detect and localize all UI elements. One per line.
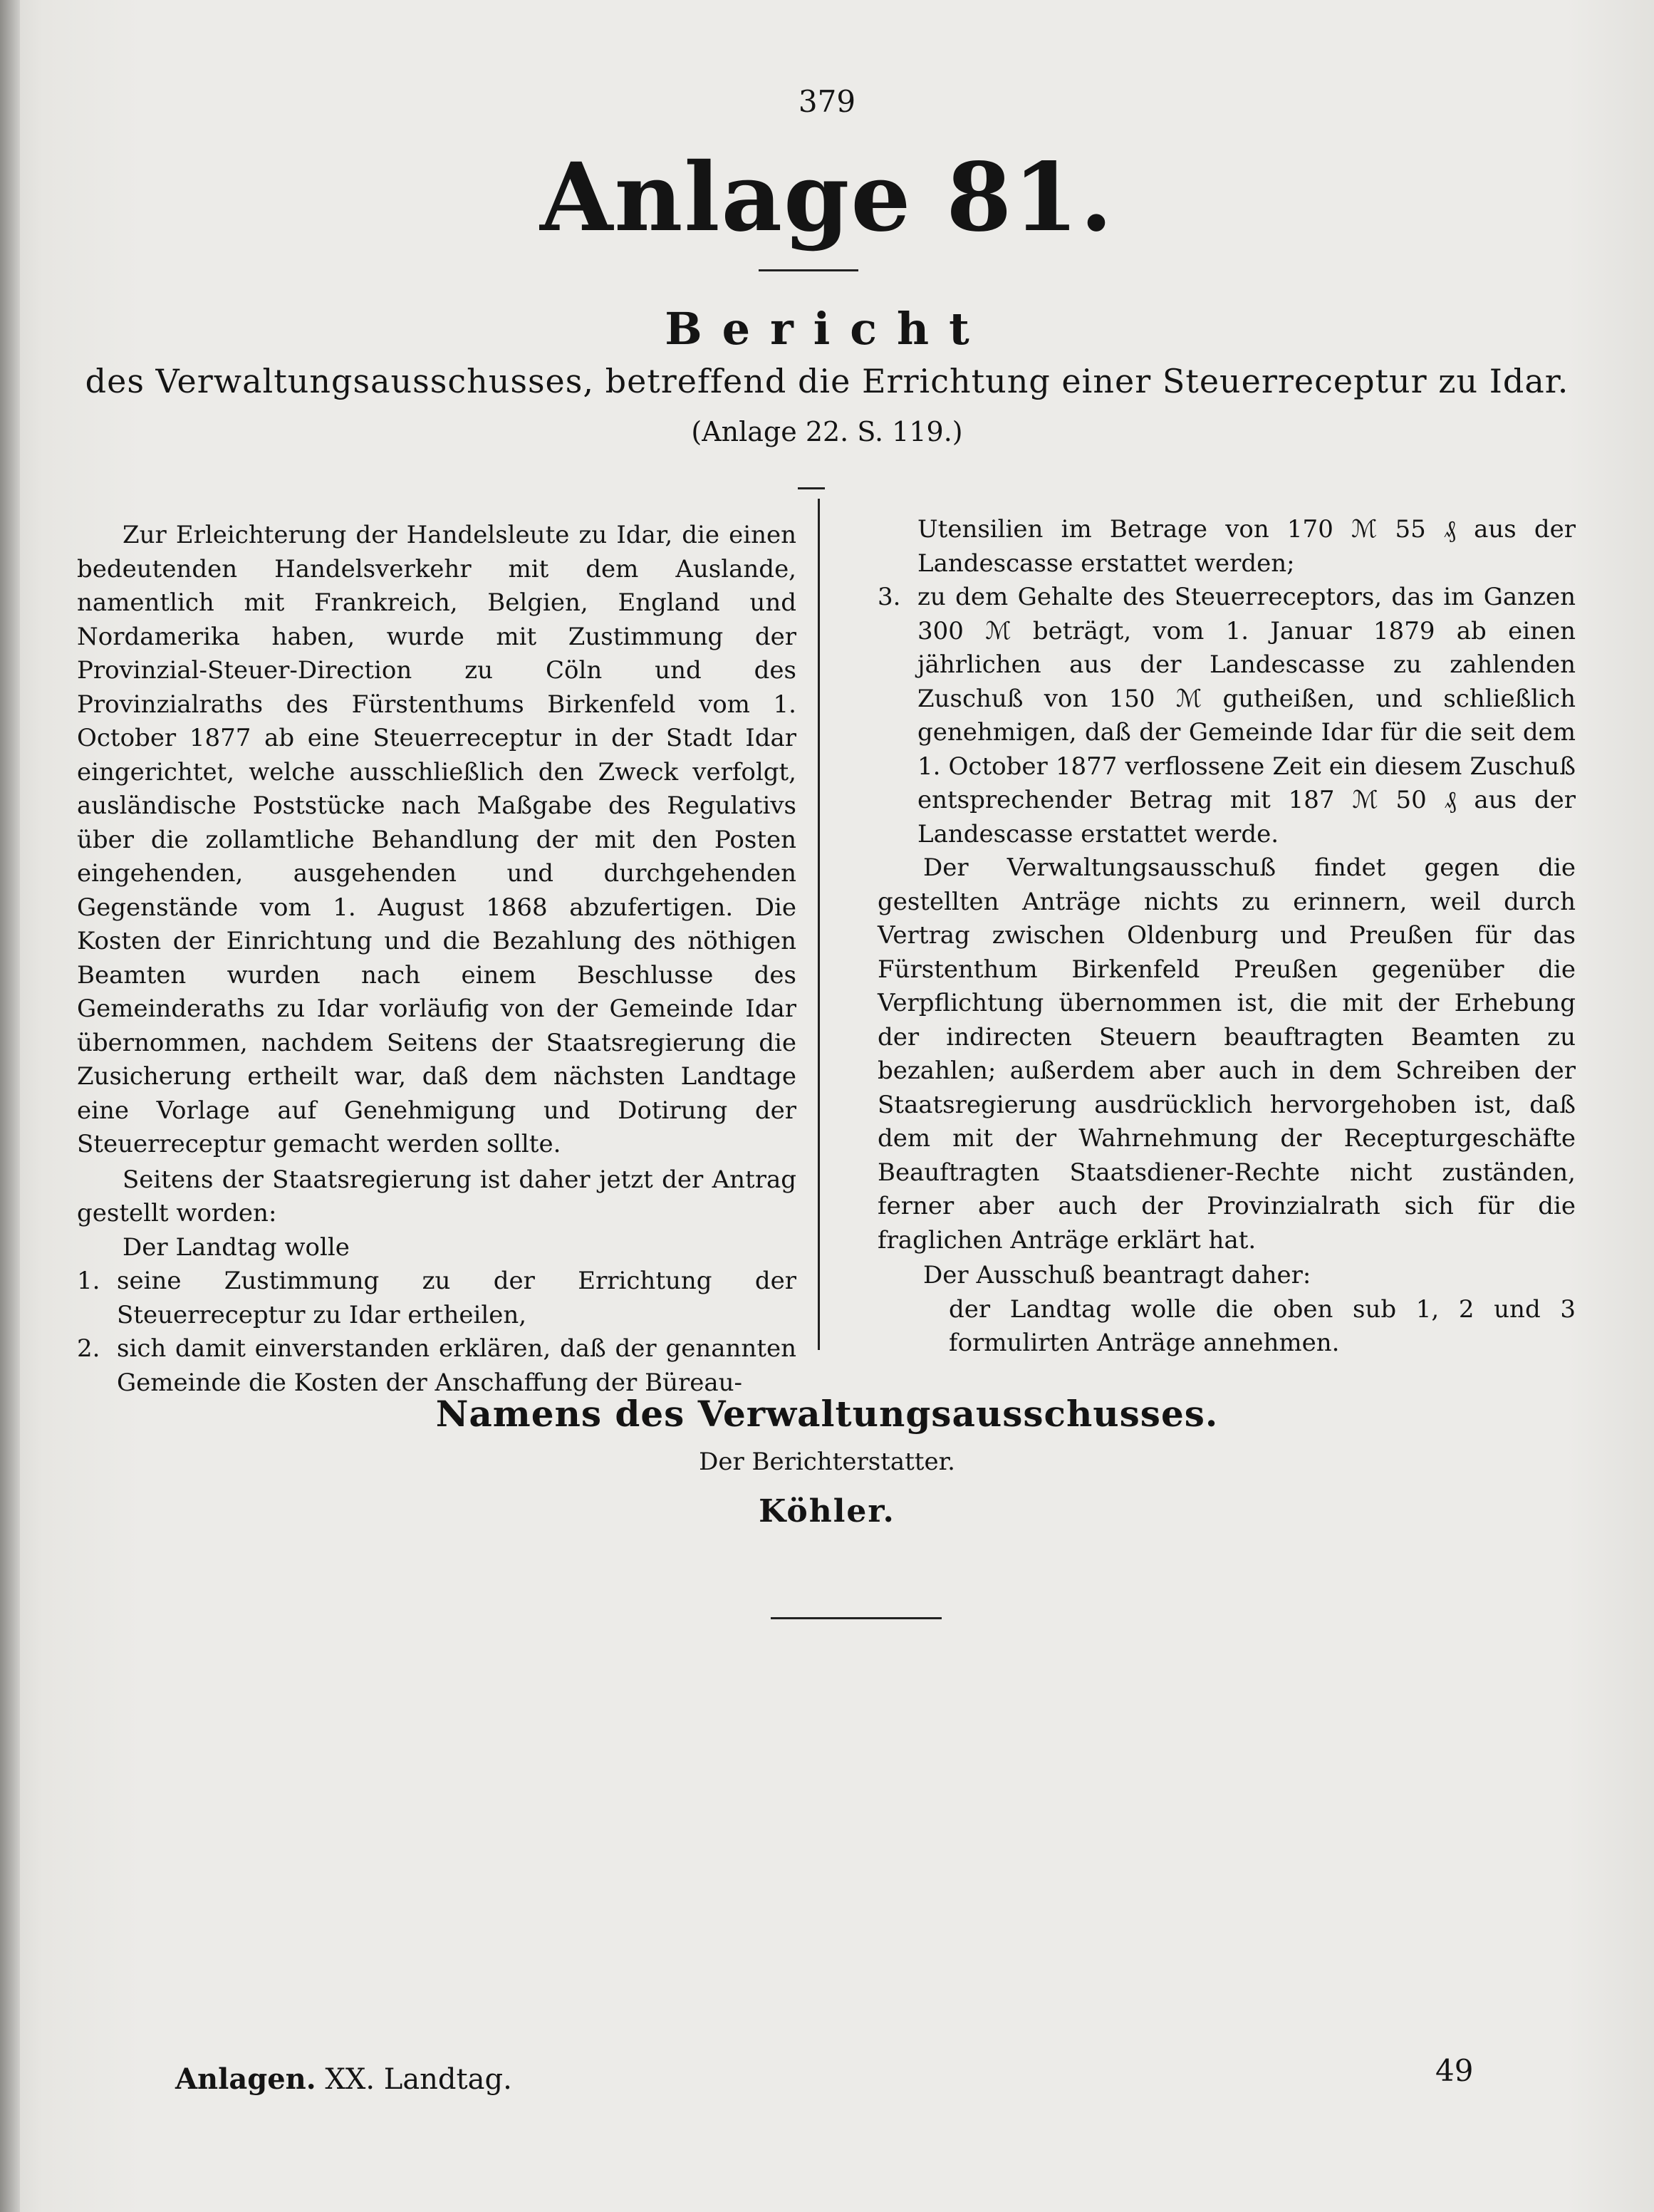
motion-item-2	[77, 1332, 796, 1400]
motion-item-text: seine Zustimmung zu der Errichtung der Steuerreceptur zu Idar ertheilen,	[117, 1267, 796, 1329]
motion-item-text: zu dem Gehalte des Steuerreceptors, das im Ganzen 300 ℳ beträgt, vom 1. Januar 1879 ab einen jährlichen aus der Landescasse zu zahlenden Zuschuß von 150 ℳ gutheißen, und schließlich genehmigen, daß der Gemeinde Idar für die seit dem 1. October 1877 verflossene Zeit ein diesem Zuschuß entsprechender Betrag mit 187 ℳ 50 ₰ aus der Landescasse erstattet werde.	[917, 583, 1576, 848]
right-paragraph-2: Der Ausschuß beantragt daher:	[923, 1261, 1311, 1289]
left-column	[77, 519, 796, 1400]
footer-series	[175, 2062, 512, 2096]
right-column	[878, 513, 1576, 1361]
item-2-continuation: Utensilien im Betrage von 170 ℳ 55 ₰ aus der Landescasse erstattet werden;	[917, 515, 1576, 578]
right-paragraph-1: Der Verwaltungsausschuß findet gegen die gestellten Anträge nichts zu erinnern, weil durch Vertrag zwischen Oldenburg und Preußen für das Fürstenthum Birkenfeld Preußen gegenüber die Verpflichtung übernommen ist, die mit der Erhebung der indirecten Steuern beauftragten Beamten zu bezahlen; außerdem aber auch in dem Schreiben der Staatsregierung ausdrücklich hervorgehoben ist, daß dem mit der Wahrnehmung der Recepturgeschäfte Beauftragten Staatsdiener-Rechte nicht zuständen, ferner aber auch der Provinzialrath sich für die fraglichen Anträge erklärt hat.	[878, 853, 1576, 1255]
footer-series-text: XX. Landtag.	[325, 2063, 512, 2096]
motion-item-number: 2.	[77, 1334, 100, 1363]
signature-name: Köhler.	[759, 1493, 895, 1530]
title-divider	[759, 269, 858, 271]
report-heading: Bericht	[665, 303, 989, 355]
signature-role: Der Berichterstatter.	[699, 1448, 955, 1476]
footer-sheet-number: 49	[1435, 2053, 1474, 2088]
motion-item-text: sich damit einverstanden erklären, daß der genannten Gemeinde die Kosten der Anschaffung der Büreau-	[117, 1334, 796, 1397]
column-divider	[818, 499, 820, 1350]
page-number: 379	[798, 84, 856, 119]
footer-series-label: Anlagen.	[175, 2062, 316, 2096]
motion-item-1	[77, 1265, 796, 1332]
reference-divider	[798, 487, 825, 489]
end-divider	[771, 1617, 942, 1619]
motion-item-number: 1.	[77, 1267, 100, 1295]
left-paragraph-1: Zur Erleichterung der Handelsleute zu Idar, die einen bedeutenden Handelsverkehr mit dem Auslande, namentlich mit Frankreich, Belgien, England und Nordamerika haben, wurde mit Zustimmung der Provinzial-Steuer-Direction zu Cöln und des Provinzialraths des Fürstenthums Birkenfeld vom 1. October 1877 ab eine Steuerreceptur in der Stadt Idar eingerichtet, welche ausschließlich den Zweck verfolgt, ausländische Poststücke nach Maßgabe des Regulativs über die zollamtliche Behandlung der mit den Posten eingehenden, ausgehenden und durchgehenden Gegenstände vom 1. August 1868 abzufertigen. Die Kosten der Einrichtung und die Bezahlung des nöthigen Beamten wurden nach einem Beschlusse des Gemeinderaths zu Idar vorläufig von der Gemeinde Idar übernommen, nachdem Seitens der Staatsregierung die Zusicherung ertheilt war, daß dem nächsten Landtage eine Vorlage auf Genehmigung und Dotirung der Steuerreceptur gemacht werden sollte.	[77, 521, 796, 1158]
report-subtitle: des Verwaltungsausschusses, betreffend die Errichtung einer Steuerreceptur zu Idar.	[85, 362, 1569, 400]
left-paragraph-2: Seitens der Staatsregierung ist daher jetzt der Antrag gestellt worden:	[77, 1165, 796, 1227]
motion-item-number: 3.	[878, 583, 901, 611]
motion-item-3	[878, 581, 1576, 851]
committee-motion: der Landtag wolle die oben sub 1, 2 und 3 formulirten Anträge annehmen.	[949, 1294, 1576, 1357]
annex-reference: (Anlage 22. S. 119.)	[691, 416, 963, 447]
motion-intro: Der Landtag wolle	[123, 1232, 350, 1262]
signature-committee: Namens des Verwaltungsausschusses.	[435, 1393, 1219, 1435]
annex-title: Anlage 81.	[540, 142, 1114, 253]
